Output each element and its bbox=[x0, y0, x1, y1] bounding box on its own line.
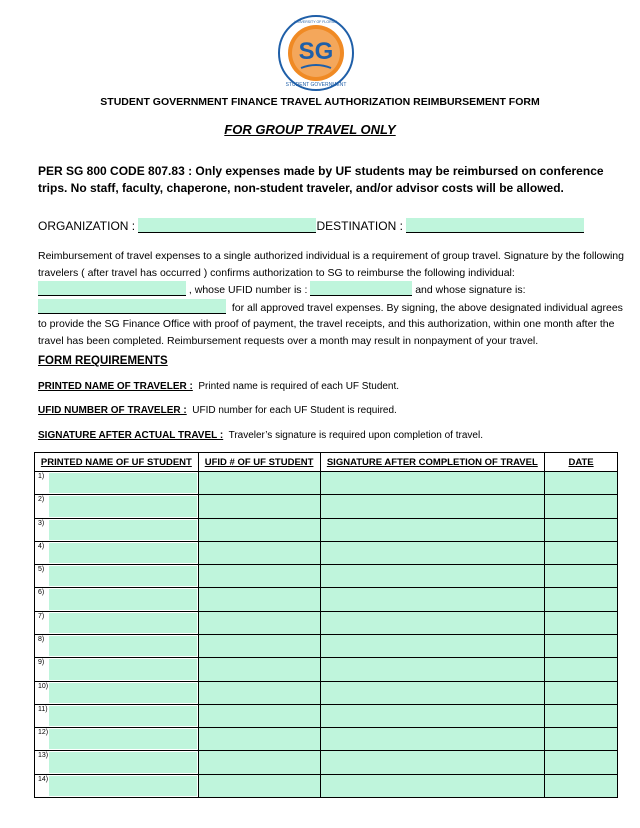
requirement-label: UFID NUMBER OF TRAVELER : bbox=[38, 405, 187, 416]
row-number: 13) bbox=[38, 752, 49, 760]
signature-cell[interactable] bbox=[320, 518, 545, 541]
reimbursee-ufid-field[interactable] bbox=[310, 281, 412, 296]
printed-name-cell[interactable] bbox=[35, 472, 199, 495]
table-header-row bbox=[35, 453, 618, 472]
row-number: 14) bbox=[38, 775, 49, 783]
requirement-text: Traveler’s signature is required upon completion of travel. bbox=[228, 430, 483, 441]
signature-cell[interactable] bbox=[320, 658, 545, 681]
table-row bbox=[35, 681, 618, 704]
signature-cell[interactable] bbox=[320, 541, 545, 564]
row-number: 9) bbox=[38, 659, 45, 667]
organization-destination-line bbox=[38, 218, 584, 233]
ufid-cell[interactable] bbox=[198, 681, 320, 704]
printed-name-cell[interactable] bbox=[35, 774, 199, 797]
printed-name-cell[interactable] bbox=[35, 704, 199, 727]
row-number: 6) bbox=[38, 589, 45, 597]
table-row bbox=[35, 728, 618, 751]
ufid-cell[interactable] bbox=[198, 658, 320, 681]
date-cell[interactable] bbox=[545, 565, 618, 588]
printed-name-field[interactable] bbox=[49, 566, 197, 586]
printed-name-cell[interactable] bbox=[35, 634, 199, 657]
reimbursement-paragraph bbox=[38, 248, 628, 350]
ufid-cell[interactable] bbox=[198, 611, 320, 634]
table-row bbox=[35, 611, 618, 634]
form-requirements-heading: FORM REQUIREMENTS bbox=[38, 355, 168, 367]
date-cell[interactable] bbox=[545, 611, 618, 634]
logo-org-text: STUDENT GOVERNMENT bbox=[285, 82, 347, 88]
ufid-cell[interactable] bbox=[198, 588, 320, 611]
printed-name-cell[interactable] bbox=[35, 751, 199, 774]
ufid-cell[interactable] bbox=[198, 565, 320, 588]
signature-cell[interactable] bbox=[320, 634, 545, 657]
date-cell[interactable] bbox=[545, 588, 618, 611]
destination-label: DESTINATION : bbox=[316, 219, 403, 233]
printed-name-cell[interactable] bbox=[35, 658, 199, 681]
row-number: 11) bbox=[38, 705, 48, 713]
logo-monogram: SG bbox=[298, 38, 334, 65]
printed-name-cell[interactable] bbox=[35, 541, 199, 564]
reimbursee-name-field[interactable] bbox=[38, 281, 186, 296]
table-row bbox=[35, 495, 618, 518]
date-cell[interactable] bbox=[545, 774, 618, 797]
row-number: 5) bbox=[38, 566, 45, 574]
ufid-cell[interactable] bbox=[198, 728, 320, 751]
printed-name-field[interactable] bbox=[49, 636, 197, 656]
table-row bbox=[35, 704, 618, 727]
header-date: DATE bbox=[545, 453, 618, 472]
signature-cell[interactable] bbox=[320, 472, 545, 495]
ufid-cell[interactable] bbox=[198, 751, 320, 774]
table-row bbox=[35, 588, 618, 611]
row-number: 12) bbox=[38, 729, 49, 737]
sg-logo bbox=[277, 14, 355, 92]
row-number: 3) bbox=[38, 519, 45, 527]
ufid-cell[interactable] bbox=[198, 495, 320, 518]
date-cell[interactable] bbox=[545, 681, 618, 704]
ufid-cell[interactable] bbox=[198, 634, 320, 657]
ufid-cell[interactable] bbox=[198, 472, 320, 495]
requirement-label: SIGNATURE AFTER ACTUAL TRAVEL : bbox=[38, 430, 224, 441]
signature-cell[interactable] bbox=[320, 611, 545, 634]
ufid-cell[interactable] bbox=[198, 704, 320, 727]
printed-name-cell[interactable] bbox=[35, 495, 199, 518]
ufid-cell[interactable] bbox=[198, 541, 320, 564]
row-number: 7) bbox=[38, 612, 45, 620]
date-cell[interactable] bbox=[545, 541, 618, 564]
printed-name-cell[interactable] bbox=[35, 681, 199, 704]
ufid-cell[interactable] bbox=[198, 774, 320, 797]
requirement-item bbox=[38, 381, 399, 392]
organization-label: ORGANIZATION : bbox=[38, 219, 136, 233]
printed-name-field[interactable] bbox=[49, 496, 197, 516]
row-number: 8) bbox=[38, 635, 45, 643]
date-cell[interactable] bbox=[545, 704, 618, 727]
reimbursee-signature-field[interactable] bbox=[38, 299, 226, 314]
printed-name-field[interactable] bbox=[49, 589, 197, 609]
date-cell[interactable] bbox=[545, 495, 618, 518]
date-cell[interactable] bbox=[545, 518, 618, 541]
printed-name-cell[interactable] bbox=[35, 588, 199, 611]
row-number: 1) bbox=[38, 473, 45, 480]
printed-name-field[interactable] bbox=[49, 752, 197, 772]
printed-name-field[interactable] bbox=[49, 706, 197, 726]
form-title: STUDENT GOVERNMENT FINANCE TRAVEL AUTHORIZATION REIMBURSEMENT FORM bbox=[100, 96, 540, 108]
table-row bbox=[35, 774, 618, 797]
header-printed-name: PRINTED NAME OF UF STUDENT bbox=[35, 453, 199, 472]
signature-cell[interactable] bbox=[320, 774, 545, 797]
form-subtitle: FOR GROUP TRAVEL ONLY bbox=[224, 122, 396, 137]
signature-cell[interactable] bbox=[320, 728, 545, 751]
requirement-text: UFID number for each UF Student is required. bbox=[192, 405, 397, 416]
requirement-item bbox=[38, 430, 483, 441]
row-number: 4) bbox=[38, 542, 45, 550]
reimbursement-intro: Reimbursement of travel expenses to a single authorized individual is a requirement of group travel. Signature by the following travelers ( after travel has occurred ) confirms authorization to SG to reimburse the following individual: bbox=[38, 250, 624, 279]
date-cell[interactable] bbox=[545, 472, 618, 495]
signature-cell[interactable] bbox=[320, 495, 545, 518]
date-cell[interactable] bbox=[545, 728, 618, 751]
requirement-item bbox=[38, 405, 397, 416]
requirement-text: Printed name is required of each UF Student. bbox=[198, 381, 400, 392]
organization-field[interactable] bbox=[138, 218, 316, 233]
row-number: 2) bbox=[38, 496, 45, 504]
reimbursee-ufid-text: , whose UFID number is : bbox=[188, 284, 308, 297]
reimbursee-signature-text: and whose signature is: bbox=[415, 284, 526, 297]
printed-name-field[interactable] bbox=[49, 543, 197, 563]
printed-name-cell[interactable] bbox=[35, 565, 199, 588]
policy-statement: PER SG 800 CODE 807.83 : Only expenses made by UF students may be reimbursed on conference trips. No staff, faculty, chaperone, non-student traveler, and/or advisor costs will be allowed. bbox=[38, 164, 604, 195]
date-cell[interactable] bbox=[545, 658, 618, 681]
header-signature: SIGNATURE AFTER COMPLETION OF TRAVEL bbox=[320, 453, 545, 472]
date-cell[interactable] bbox=[545, 634, 618, 657]
table-row bbox=[35, 472, 618, 495]
signature-cell[interactable] bbox=[320, 704, 545, 727]
table-row bbox=[35, 751, 618, 774]
signature-cell[interactable] bbox=[320, 588, 545, 611]
row-number: 10) bbox=[38, 682, 49, 690]
table-row bbox=[35, 541, 618, 564]
destination-field[interactable] bbox=[406, 218, 584, 233]
logo-ring-text: UNIVERSITY OF FLORIDA bbox=[294, 20, 338, 24]
printed-name-field[interactable] bbox=[49, 683, 197, 703]
table-row bbox=[35, 658, 618, 681]
table-row bbox=[35, 565, 618, 588]
printed-name-cell[interactable] bbox=[35, 611, 199, 634]
signature-cell[interactable] bbox=[320, 681, 545, 704]
date-cell[interactable] bbox=[545, 751, 618, 774]
signature-cell[interactable] bbox=[320, 565, 545, 588]
printed-name-field[interactable] bbox=[49, 613, 197, 633]
printed-name-field[interactable] bbox=[49, 776, 197, 796]
printed-name-field[interactable] bbox=[49, 659, 197, 679]
table-row bbox=[35, 518, 618, 541]
ufid-cell[interactable] bbox=[198, 518, 320, 541]
printed-name-field[interactable] bbox=[49, 473, 197, 493]
signature-cell[interactable] bbox=[320, 751, 545, 774]
traveler-table bbox=[34, 452, 618, 798]
printed-name-cell[interactable] bbox=[35, 728, 199, 751]
header-ufid: UFID # OF UF STUDENT bbox=[198, 453, 320, 472]
reimbursement-closing: for all approved travel expenses. By signing, the above designated individual agrees to provide the SG Finance Office with proof of payment, the travel receipts, and this authorization, within one month after the travel has been completed. Reimbursement requests over a month may result in nonpayment of your travel. bbox=[38, 301, 623, 347]
requirement-label: PRINTED NAME OF TRAVELER : bbox=[38, 381, 193, 392]
printed-name-field[interactable] bbox=[49, 520, 197, 540]
table-row bbox=[35, 634, 618, 657]
printed-name-field[interactable] bbox=[49, 729, 197, 749]
printed-name-cell[interactable] bbox=[35, 518, 199, 541]
